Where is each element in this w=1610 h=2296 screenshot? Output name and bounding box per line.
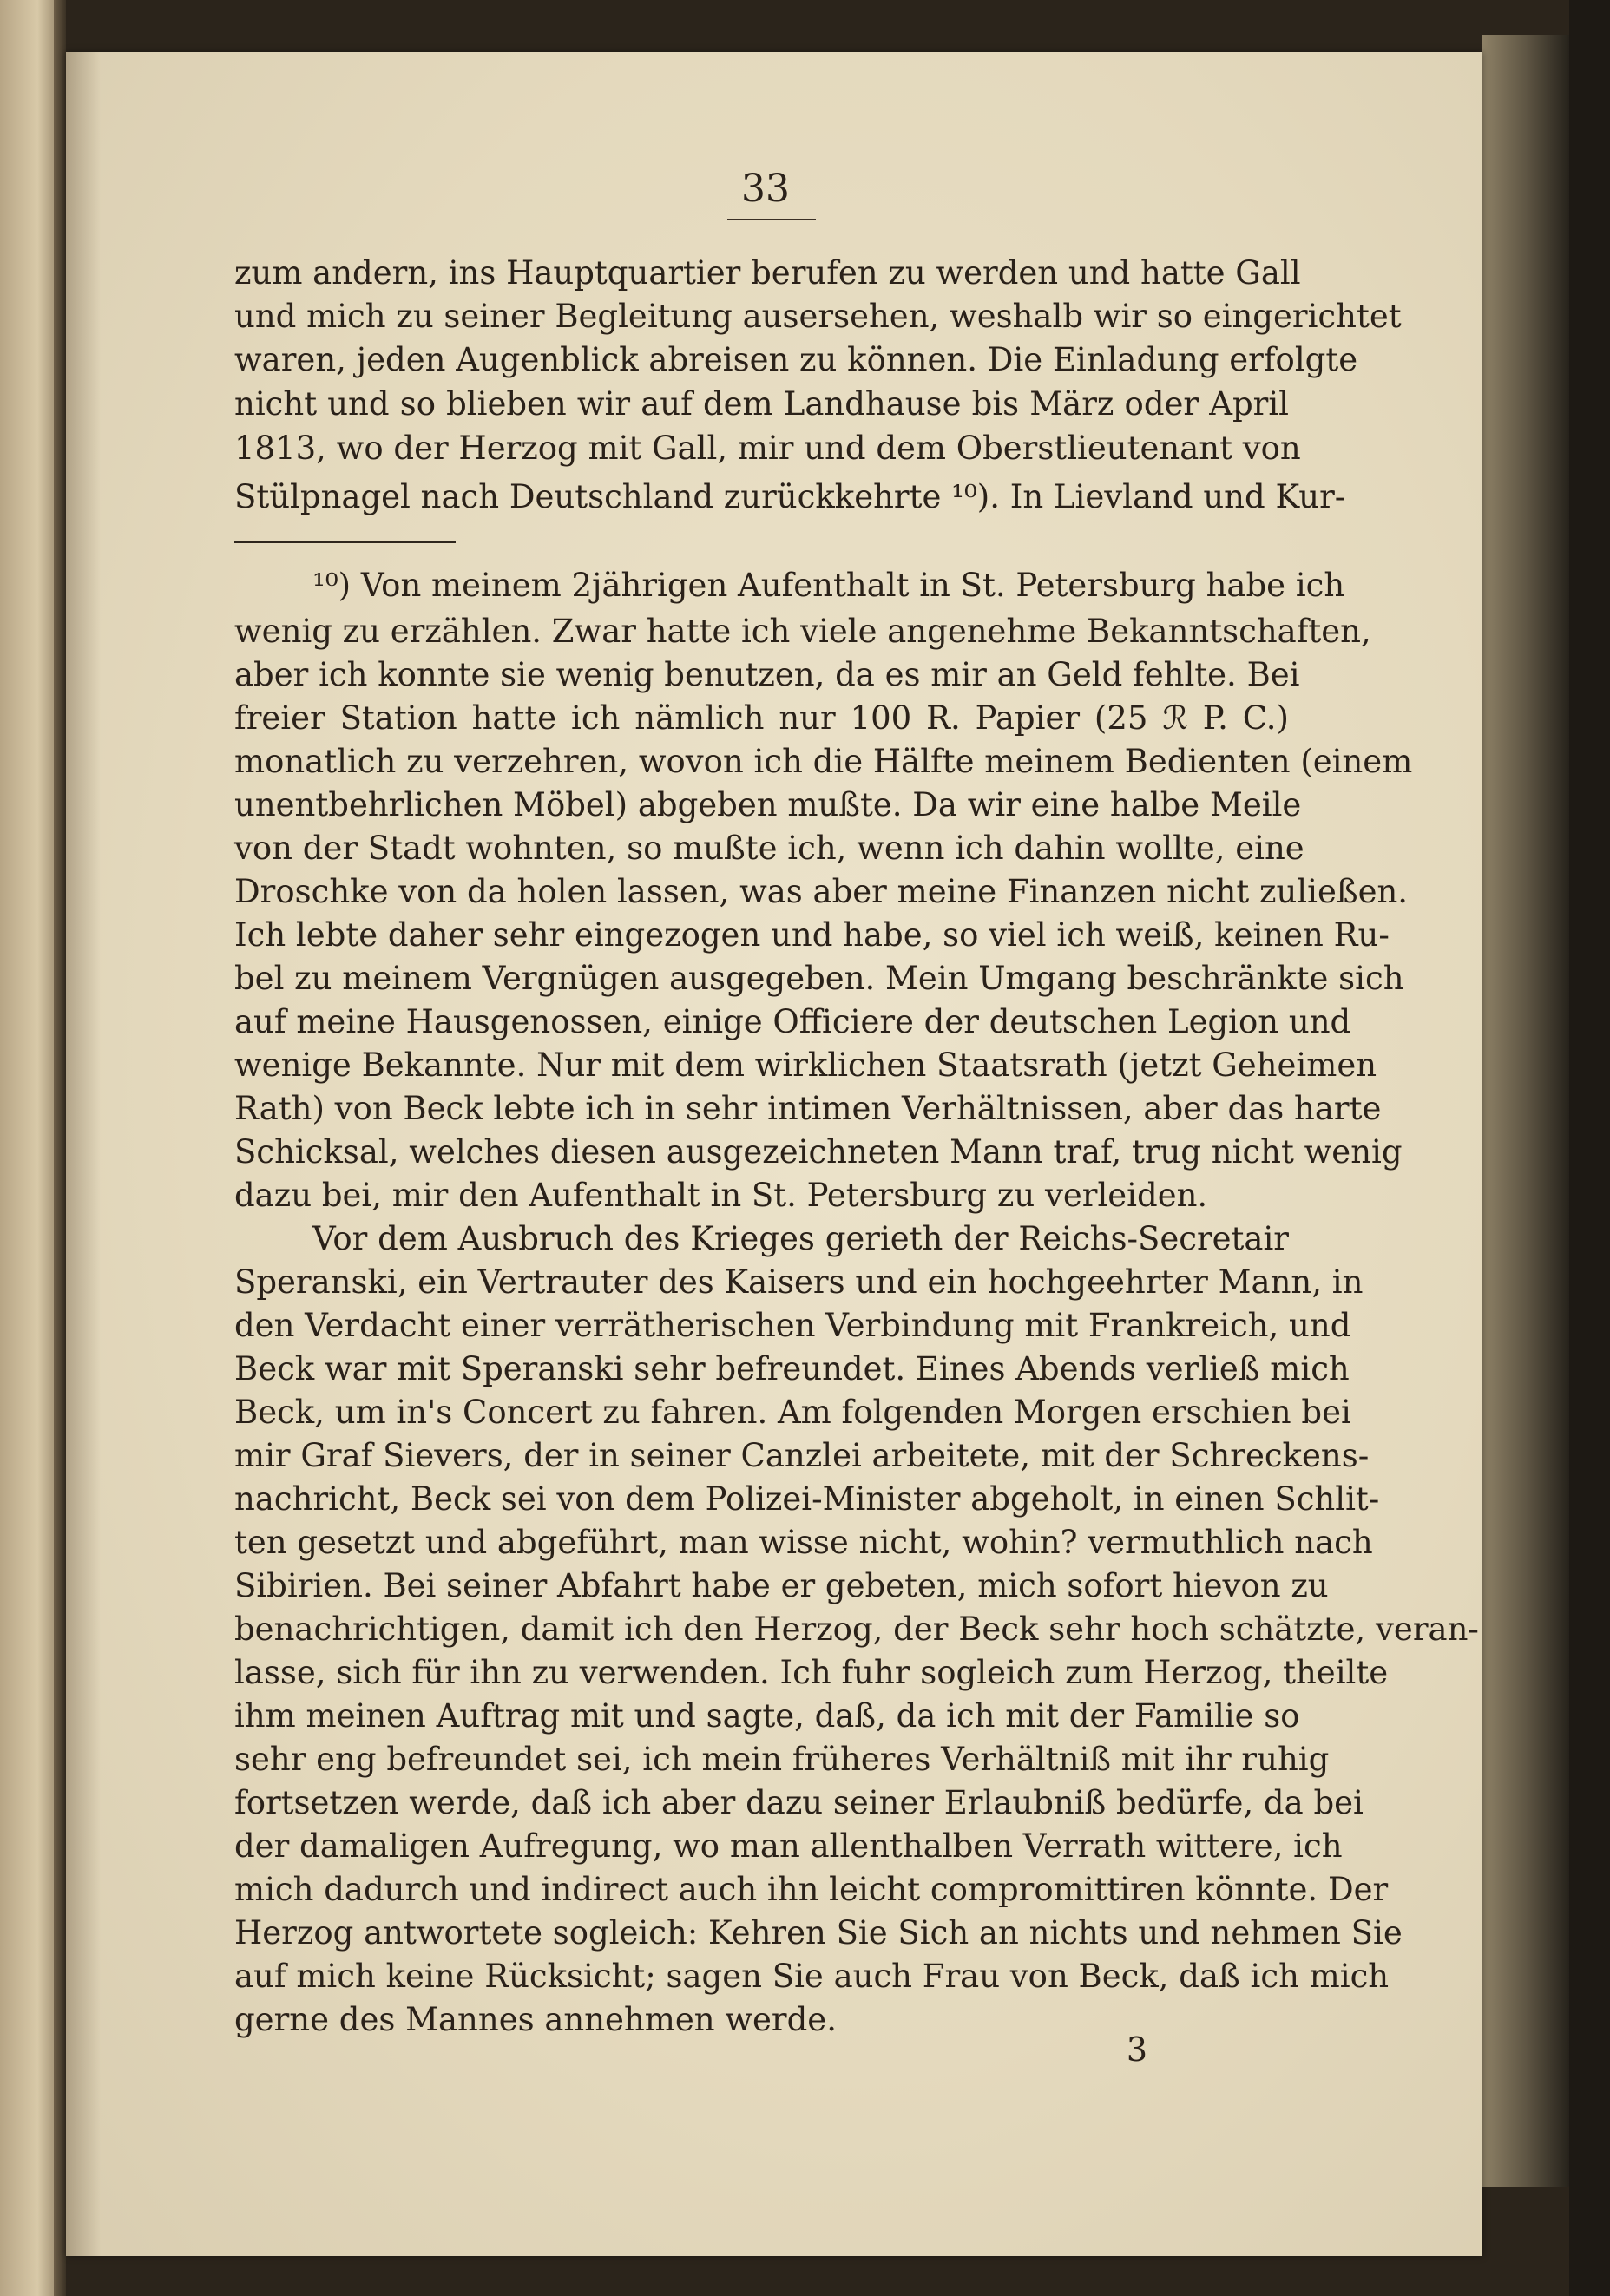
- footnote-line: sehr eng befreundet sei, ich mein früheres Verhältniß mit ihr ruhig: [234, 1741, 1330, 1778]
- footnote-line: aber ich konnte sie wenig benutzen, da es mir an Geld fehlte. Bei: [234, 656, 1300, 693]
- main-text-line: und mich zu seiner Begleitung ausersehen, weshalb wir so eingerichtet: [234, 298, 1402, 335]
- footnote-line: wenige Bekannte. Nur mit dem wirklichen Staatsrath (jetzt Geheimen: [234, 1046, 1377, 1084]
- page-number-rule: [727, 219, 816, 220]
- footnote-line: monatlich zu verzehren, wovon ich die Hälfte meinem Bedienten (einem: [234, 743, 1413, 780]
- footnote-line: dazu bei, mir den Aufenthalt in St. Petersburg zu verleiden.: [234, 1177, 1208, 1214]
- footnote-line: den Verdacht einer verrätherischen Verbindung mit Frankreich, und: [234, 1307, 1351, 1344]
- footnote-line: Speranski, ein Vertrauter des Kaisers und ein hochgeehrter Mann, in: [234, 1263, 1364, 1301]
- footnote-line: Beck, um in's Concert zu fahren. Am folgenden Morgen erschien bei: [234, 1394, 1351, 1431]
- footnote-line: Beck war mit Speranski sehr befreundet. Eines Abends verließ mich: [234, 1350, 1350, 1387]
- footnote-line: lasse, sich für ihn zu verwenden. Ich fuhr sogleich zum Herzog, theilte: [234, 1654, 1389, 1691]
- footnote-line: Ich lebte daher sehr eingezogen und habe, so viel ich weiß, keinen Ru-: [234, 916, 1390, 954]
- page-number: 33: [741, 167, 790, 211]
- footnote-line: wenig zu erzählen. Zwar hatte ich viele angenehme Bekanntschaften,: [234, 613, 1371, 650]
- main-text-line: nicht und so blieben wir auf dem Landhause bis März oder April: [234, 385, 1289, 423]
- footnote-line: unentbehrlichen Möbel) abgeben mußte. Da wir eine halbe Meile: [234, 786, 1302, 823]
- footnote-separator: [234, 541, 456, 543]
- book-right-edge: [1569, 0, 1610, 2296]
- footnote-line: ten gesetzt und abgeführt, man wisse nicht, wohin? vermuthlich nach: [234, 1524, 1373, 1561]
- footnote-line: der damaligen Aufregung, wo man allenthalben Verrath wittere, ich: [234, 1827, 1343, 1865]
- footnote-line: Herzog antwortete sogleich: Kehren Sie Sich an nichts und nehmen Sie: [234, 1914, 1403, 1952]
- footnote-line: gerne des Mannes annehmen werde.: [234, 2001, 837, 2038]
- footnote-line: ¹⁰) Von meinem 2jährigen Aufenthalt in St. Petersburg habe ich: [312, 567, 1345, 604]
- footnote-line: Droschke von da holen lassen, was aber meine Finanzen nicht zuließen.: [234, 873, 1409, 910]
- footnote-line: Rath) von Beck lebte ich in sehr intimen Verhältnissen, aber das harte: [234, 1090, 1382, 1127]
- footnote-line: mich dadurch und indirect auch ihn leicht compromittiren könnte. Der: [234, 1871, 1389, 1908]
- footnote-line: von der Stadt wohnten, so mußte ich, wenn ich dahin wollte, eine: [234, 830, 1304, 867]
- footnote-line: fortsetzen werde, daß ich aber dazu seiner Erlaubniß bedürfe, da bei: [234, 1784, 1364, 1821]
- gutter-shadow: [66, 52, 101, 2256]
- main-text-line: zum andern, ins Hauptquartier berufen zu werden und hatte Gall: [234, 254, 1301, 292]
- main-text-line: 1813, wo der Herzog mit Gall, mir und dem Oberstlieutenant von: [234, 430, 1301, 467]
- footnote-line: nachricht, Beck sei von dem Polizei-Minister abgeholt, in einen Schlit-: [234, 1480, 1380, 1518]
- footnote-line: Sibirien. Bei seiner Abfahrt habe er gebeten, mich sofort hievon zu: [234, 1567, 1329, 1604]
- footnote-line: Vor dem Ausbruch des Krieges gerieth der Reichs-Secretair: [312, 1220, 1289, 1257]
- footnote-line: freier Station hatte ich nämlich nur 100 R. Papier (25 ℛ P. C.): [234, 699, 1289, 737]
- main-text-line: waren, jeden Augenblick abreisen zu können. Die Einladung erfolgte: [234, 341, 1358, 378]
- footnote-line: mir Graf Sievers, der in seiner Canzlei arbeitete, mit der Schreckens-: [234, 1437, 1370, 1474]
- main-text-line: Stülpnagel nach Deutschland zurückkehrte ¹⁰). In Lievland und Kur-: [234, 478, 1346, 515]
- footnote-line: benachrichtigen, damit ich den Herzog, der Beck sehr hoch schätzte, veran-: [234, 1610, 1479, 1648]
- footnote-line: auf mich keine Rücksicht; sagen Sie auch Frau von Beck, daß ich mich: [234, 1958, 1390, 1995]
- signature-mark: 3: [1126, 2030, 1148, 2069]
- footnote-line: auf meine Hausgenossen, einige Officiere der deutschen Legion und: [234, 1003, 1351, 1040]
- footnote-line: bel zu meinem Vergnügen ausgegeben. Mein Umgang beschränkte sich: [234, 960, 1404, 997]
- footnote-line: Schicksal, welches diesen ausgezeichneten Mann traf, trug nicht wenig: [234, 1133, 1403, 1171]
- book-gutter: [54, 0, 66, 2296]
- footnote-line: ihm meinen Auftrag mit und sagte, daß, da ich mit der Familie so: [234, 1697, 1300, 1735]
- book-cover-board: [1482, 35, 1569, 2187]
